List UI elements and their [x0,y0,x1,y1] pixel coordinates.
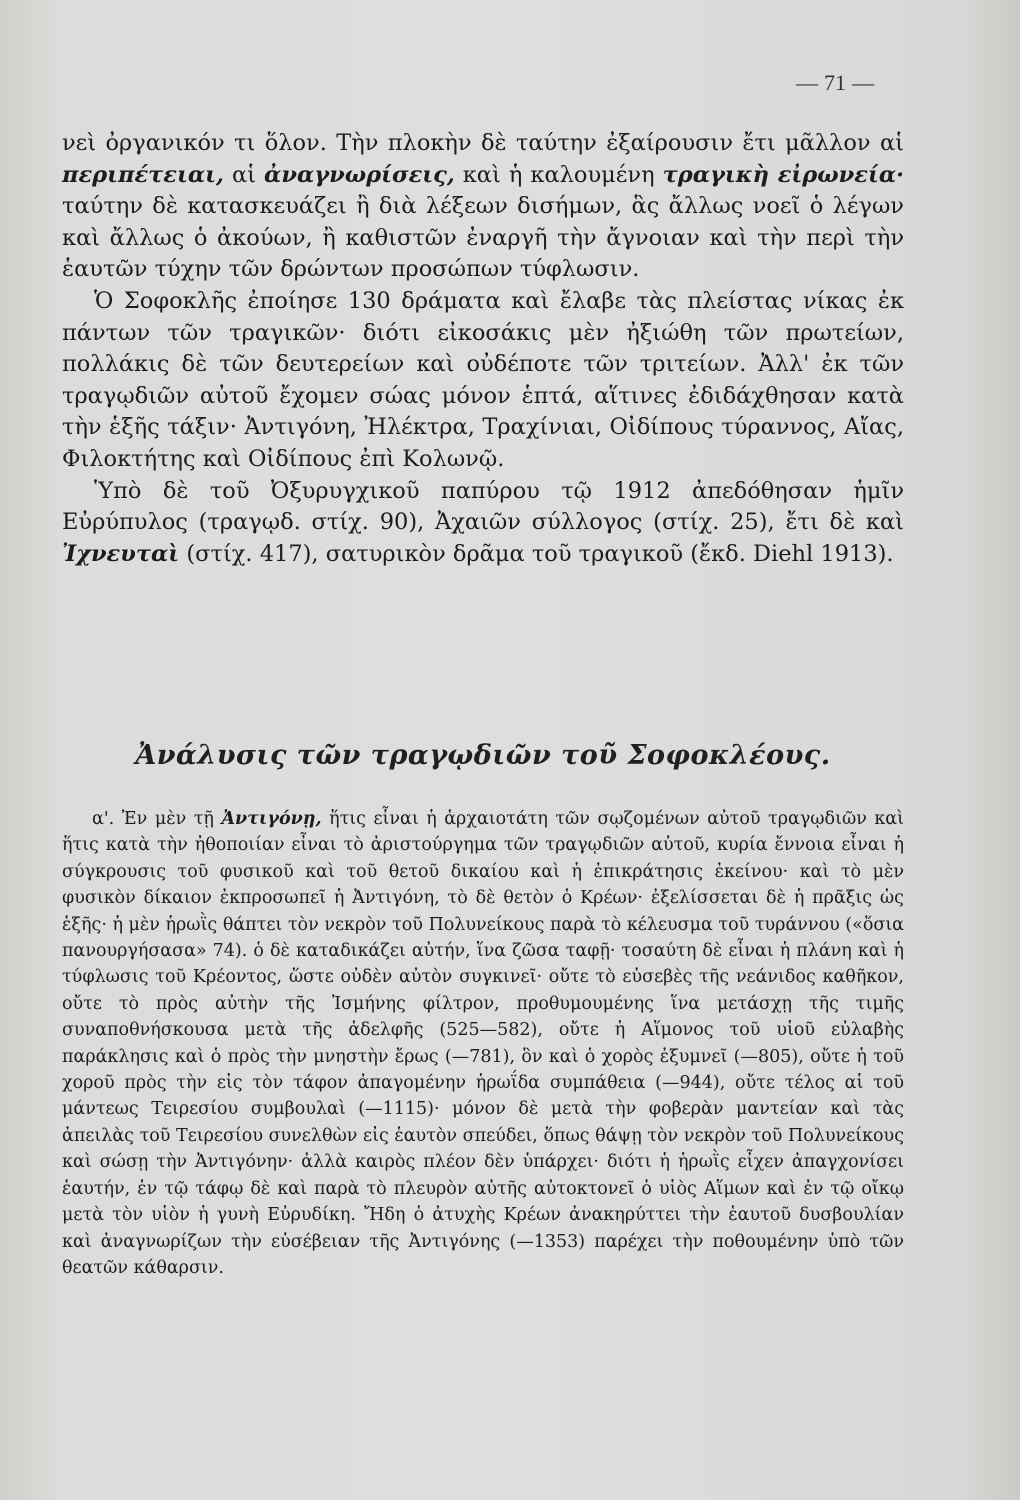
emphasized-term: τραγικὴ εἰρωνεία· [662,161,904,188]
section-heading: Ἀνάλυσις τῶν τραγῳδιῶν τοῦ Σοφοκλέους. [135,740,831,771]
text-run: νεὶ ὀργανικόν τι ὅλον. Τὴν πλοκὴν δὲ ταύτην ἐξαίρουσιν ἔτι μᾶλλον αἱ [62,130,904,156]
emphasized-term: Ἀντιγόνῃ, [221,809,322,829]
text-run: Ἐν μὲν τῇ [121,809,214,829]
text-run: αἱ [231,161,256,188]
text-run: ἥτις εἶναι ἡ ἀρχαιοτάτη τῶν σῳζομένων αὐτοῦ τραγῳδιῶν καὶ ἥτις κατὰ τὴν ἠθοποιίαν εἶναι τὸ ἀριστούργημα τῶν τραγῳδιῶν αὐτοῦ, κυρία ἔννοια εἶναι ἡ σύγκρουσις τοῦ φυσικοῦ καὶ τοῦ θετοῦ δικαίου καὶ ἡ ἐπικράτησις ἐκείνου· καὶ τὸ μὲν φυσικὸν δίκαιον ἐκπροσωπεῖ ἡ Ἀντιγόνη, τὸ δὲ θετὸν ὁ Κρέων· ἐξελίσσεται δὲ ἡ πρᾶξις ὡς ἑξῆς· ἡ μὲν ἡρωῒς θάπτει τὸν νεκρὸν τοῦ Πολυνείκους παρὰ τὸ κέλευσμα τοῦ τυράννου («ὅσια πανουργήσασα» 74). ὁ δὲ καταδικάζει αὐτήν, ἵνα ζῶσα ταφῇ· τοσαύτη δὲ εἶναι ἡ πλάνη καὶ ἡ τύφλωσις τοῦ Κρέοντος, ὥστε οὐδὲν αὐτὸν συγκινεῖ· οὔτε τὸ εὐσεβὲς τῆς νεάνιδος καθῆκον, οὔτε τὸ πρὸς αὐτὴν τῆς Ἰσμήνης φίλτρον, προθυμουμένης ἵνα μετάσχῃ τῆς τιμῆς συναποθνήσκουσα μετὰ τῆς ἀδελφῆς (525—582), οὔτε ἡ Αἵμονος τοῦ υἱοῦ εὐλαβὴς παράκλησις καὶ ὁ πρὸς τὴν μνηστὴν ἔρως (—781), ὃν καὶ ὁ χορὸς ἐξυμνεῖ (—805), οὔτε ἡ τοῦ χοροῦ πρὸς τὴν εἰς τὸν τάφον ἀπαγομένην ἡρωΐδα συμπάθεια (—944), οὔτε τέλος αἱ τοῦ μάντεως Τειρεσίου συμβουλαὶ (—1115)· μόνον δὲ μετὰ τὴν φοβερὰν μαντείαν καὶ τὰς ἀπειλὰς τοῦ Τειρεσίου συνελθὼν εἰς ἑαυτὸν σπεύδει, ὅπως θάψῃ τὸν νεκρὸν τοῦ Πολυνείκους καὶ σώσῃ τὴν Ἀντιγόνην· ἀλλὰ καιρὸς πλέον δὲν ὑπάρχει· διότι ἡ ἡρωῒς εἶχεν ἀπαγχονίσει ἑαυτήν, ἐν τῷ τάφῳ δὲ καὶ παρὰ τὸ πλευρὸν αὐτῆς αὐτοκτονεῖ ὁ υἱὸς Αἵμων καὶ ἐν τῷ οἴκῳ μετὰ τὸν υἱὸν ἡ γυνὴ Εὐρυδίκη. Ἤδη ὁ ἀτυχὴς Κρέων ἀνακηρύττει τὴν ἑαυτοῦ δυσβουλίαν καὶ ἀναγνωρίζων τὴν εὐσέβειαν τῆς Ἀντιγόνης (—1353) παρέχει τὴν ποθουμένην ὑπὸ τῶν θεατῶν κάθαρσιν. [62,809,904,1278]
paragraph-2: Ὁ Σοφοκλῆς ἐποίησε 130 δράματα καὶ ἔλαβε τὰς πλείστας νίκας ἐκ πάντων τῶν τραγικῶν· διότι εἰκοσάκις μὲν ἠξιώθη τῶν πρωτείων, πολλάκις δὲ τῶν δευτερείων καὶ οὐδέποτε τῶν τριτείων. Ἀλλ' ἐκ τῶν τραγῳδιῶν αὐτοῦ ἔχομεν σώας μόνον ἑπτά, αἵτινες ἐδιδάχθησαν κατὰ τὴν ἑξῆς τάξιν· Ἀντιγόνη, Ἠλέκτρα, Τραχίνιαι, Οἰδίπους τύραννος, Αἴας, Φιλοκτήτης καὶ Οἰδίπους ἐπὶ Κολωνῷ. [62,287,904,472]
paragraph-1 [62,128,904,286]
analysis-text [62,806,904,1281]
page-number: — 71 — [796,70,874,95]
paragraph-3 [62,476,904,571]
text-run: (στίχ. 417), σατυρικὸν δρᾶμα τοῦ τραγικοῦ (ἔκδ. Diehl 1913). [186,540,894,567]
text-run: Ὑπὸ δὲ τοῦ Ὀξυρυγχικοῦ παπύρου τῷ 1912 ἀπεδόθησαν ἡμῖν Εὐρύπυλος (τραγῳδ. στίχ. 90), Ἀχαιῶν σύλλογος (στίχ. 25), ἔτι δὲ καὶ [62,477,904,536]
emphasized-term: Ἰχνευταὶ [62,540,180,567]
main-text [62,128,904,570]
text-run: καὶ ἡ καλουμένη [462,161,655,188]
page-number-value: 71 [824,70,846,95]
emphasized-term: ἀναγνωρίσεις, [264,161,455,188]
analysis-paragraph [62,806,904,1281]
emphasized-term: περιπέτειαι, [62,161,224,188]
text-run: ταύτην δὲ κατασκευάζει ἢ διὰ λέξεων δισήμων, ἃς ἄλλως νοεῖ ὁ λέγων καὶ ἄλλως ὁ ἀκούων, ἢ καθιστῶν ἐναργῆ τὴν ἄγνοιαν καὶ τὴν περὶ τὴν ἑαυτῶν τύχην τῶν δρώντων προσώπων τύφλωσιν. [62,193,904,283]
analysis-label: α'. [92,809,115,829]
